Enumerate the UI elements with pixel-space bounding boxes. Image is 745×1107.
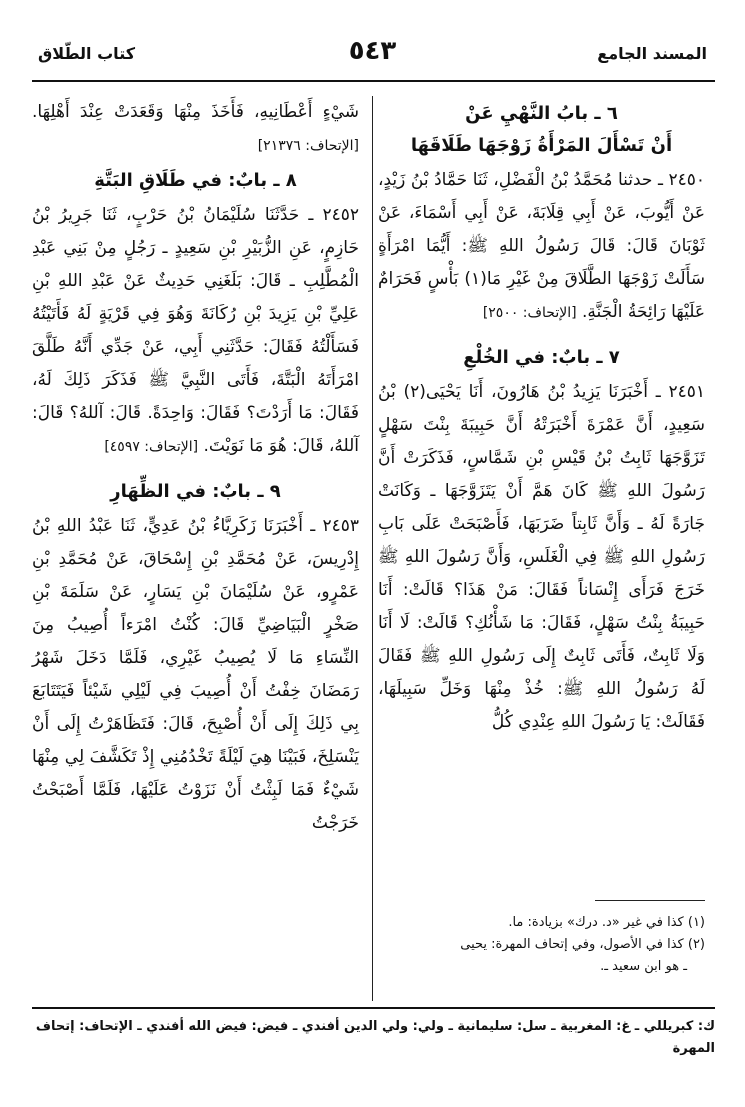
hadith-2452 [32,199,359,464]
right-column [378,96,705,739]
manuscript-abbreviations: ك: كبريللي ـ غ: المغربية ـ سل: سليمانية ـ ولي: ولي الدين أفندي ـ فيض: فيض الله أفندي ـ الإتحاف: إتحاف المهرة [35,1019,715,1056]
bab-7-title: ٧ ـ بابٌ: في الخُلْعِ [463,347,620,368]
footnote-2: (٢) كذا في الأصول، وفي إتحاف المهرة: يحيى [460,937,705,952]
footnote-rule [595,900,705,901]
hadith-2451-continued [32,96,359,163]
book-title: المسند الجامع [597,44,707,63]
header-rule [32,80,715,82]
hadith-2450 [378,164,705,330]
hadith-2453: ٢٤٥٣ ـ أَخْبَرَنَا زَكَرِيَّاءُ بْنُ عَدِيٍّ، ثَنَا عَبْدُ اللهِ بْنُ إِدْرِيسَ، عَنْ مُحَمَّدِ بْنِ إِسْحَاقَ، عَنْ مُحَمَّدِ بْنِ عَمْرٍو، عَنْ سُلَيْمَانَ بْنِ يَسَارٍ، عَنْ سَلَمَةَ بْنِ صَخْرٍ الْبَيَاضِيِّ قَالَ: كُنْتُ امْرَءاً أُصِيبُ مِنَ النِّسَاءِ مَا لَا يُصِيبُ غَيْرِي، فَلَمَّا دَخَلَ شَهْرُ رَمَضَانَ خِفْتُ أَنْ أُصِيبَ فِي لَيْلِي شَيْئاً فَيَتَتَابَعَ بِي ذَلِكَ إِلَى أَنْ أُصْبِحَ، قَالَ: فَتَظَاهَرْتُ إِلَى أَنْ يَنْسَلِخَ، فَبَيْنَا هِيَ لَيْلَةً تَخْدُمُنِي إِذْ تَكَشَّفَ لِي مِنْهَا شَيْءٌ فَمَا لَبِثْتُ أَنْ نَزَوْتُ عَلَيْهَا، فَلَمَّا أَصْبَحْتُ خَرَجْتُ [32,516,359,833]
footnote-1: (١) كذا في غير «د. درك» بزيادة: ما. [508,915,705,930]
page-number: ٥٤٣ [348,36,397,66]
left-column [32,96,359,840]
bab-8-title: ٨ ـ بابٌ: في طَلَاقِ البَتَّةِ [94,170,297,191]
bottom-rule [32,1007,715,1009]
bab-6-title-line-1: ٦ ـ بابُ النَّهْيِ عَنْ [465,103,618,124]
hadith-2452-text: ٢٤٥٢ ـ حَدَّثَنَا سُلَيْمَانُ بْنُ حَرْبٍ، ثَنَا جَرِيرُ بْنُ حَازِمٍ، عَنِ الزُّبَيْرِ بْنِ سَعِيدٍ ـ رَجُلٍ مِنْ بَنِي عَبْدِ الْمُطَّلِبِ ـ قَالَ: بَلَغَنِي حَدِيثٌ عَنْ عَبْدِ اللهِ بْنِ عَلِيِّ بْنِ يَزِيدَ بْنِ رُكَانَةَ وَهُوَ فِي قَرْيَةٍ لَهُ فَأَتَيْتُهُ فَسَأَلْتُهُ فَقَالَ: حَدَّثَنِي أَبِي، عَنْ جَدِّي أَنَّهُ طَلَّقَ امْرَأَتَهُ الْبَتَّةَ، فَأَتَى النَّبِيَّ ﷺ فَذَكَرَ ذَلِكَ لَهُ، فَقَالَ: مَا أَرَدْتَ؟ فَقَالَ: وَاحِدَةً. قَالَ: آللهُ؟ قَالَ: آللهُ، قَالَ: هُوَ مَا نَوَيْتَ. [32,205,359,456]
ithaf-ref-2451: [الإتحاف: ٢١٣٧٦] [257,138,359,154]
footnotes [378,912,705,978]
hadith-2451-continued-text: شَيْءٍ أَعْطَانِيهِ، فَأَخَذَ مِنْهَا وَقَعَدَتْ عِنْدَ أَهْلِهَا. [32,102,359,122]
hadith-2451: ٢٤٥١ ـ أَخْبَرَنَا يَزِيدُ بْنُ هَارُونَ، أَنَا يَحْيَى(٢) بْنُ سَعِيدٍ، أَنَّ عَمْرَةَ أَخْبَرَتْهُ أَنَّ حَبِيبَةَ بِنْتَ سَهْلٍ تَزَوَّجَهَا ثَابِتُ بْنُ قَيْسِ بْنِ شَمَّاسٍ، فَذَكَرَتْ أَنَّ رَسُولَ اللهِ ﷺ كَانَ هَمَّ أَنْ يَتَزَوَّجَهَا ـ وَكَانَتْ جَارَةً لَهُ ـ وَأَنَّ ثَابِتاً ضَرَبَهَا، فَأَصْبَحَتْ عَلَى بَابِ رَسُولِ اللهِ ﷺ فِي الْغَلَسِ، وَأَنَّ رَسُولَ اللهِ ﷺ خَرَجَ فَرَأَى إِنْسَاناً فَقَالَ: مَنْ هَذَا؟ قَالَتْ: أَنَا حَبِيبَةُ بِنْتُ سَهْلٍ، فَقَالَ: مَا شَأْنُكِ؟ قَالَتْ: لَا أَنَا وَلَا ثَابِتٌ، فَأَتَى ثَابِتٌ إِلَى رَسُولِ اللهِ ﷺ فَقَالَ لَهُ رَسُولُ اللهِ ﷺ: خُذْ مِنْهَا وَخَلِّ سَبِيلَهَا، فَقَالَتْ: يَا رَسُولَ اللهِ عِنْدِي كُلُّ [378,382,705,732]
bab-9-title: ٩ ـ بابٌ: في الظِّهَارِ [110,481,281,502]
ithaf-ref-2452: [الإتحاف: ٤٥٩٧] [104,439,199,455]
column-divider [372,96,373,1001]
ithaf-ref-2450: [الإتحاف: ٢٥٠٠] [482,305,577,321]
page-header [0,36,745,80]
bab-6-title-line-2: أَنْ تَسْأَلَ المَرْأَةُ زَوْجَهَا طَلَاقَهَا [410,135,673,156]
hadith-2450-text: ٢٤٥٠ ـ حدثنا مُحَمَّدُ بْنُ الْفَضْلِ، ثَنَا حَمَّادُ بْنُ زَيْدٍ، عَنْ أَيُّوبَ، عَنْ أَبِي قِلَابَةَ، عَنْ أَبِي أَسْمَاءَ، عَنْ ثَوْبَانَ قَالَ: قَالَ رَسُولُ اللهِ ﷺ: أَيُّمَا امْرَأَةٍ سَأَلَتْ زَوْجَهَا الطَّلَاقَ مِنْ غَيْرِ مَا(١) بَأْسٍ فَحَرَامٌ عَلَيْهَا رَائِحَةُ الْجَنَّةِ. [378,170,705,322]
chapter-title: كتاب الطّلاق [38,44,136,63]
footnote-2-continued: ـ هو ابن سعيد ـ. [600,959,687,974]
